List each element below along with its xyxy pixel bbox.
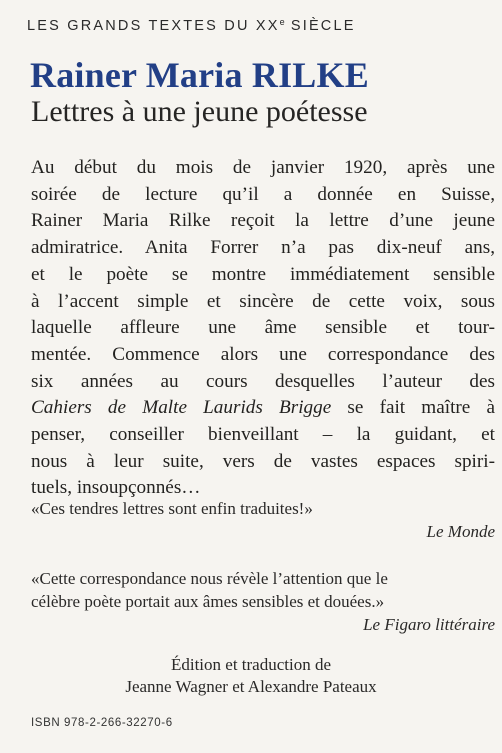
blurb-line: Rainer Maria Rilke reçoit la lettre d’une jeune (31, 210, 495, 232)
quote-source: Le Monde (426, 522, 495, 541)
series-superscript: e (279, 17, 285, 27)
series-end: SIÈCLE (284, 18, 356, 34)
blurb-line: et le poète se montre immédiatement sensible (31, 263, 495, 285)
press-quote-1 (31, 497, 495, 543)
blurb-line: penser, conseiller bienveillant – la guidant, et (31, 424, 495, 446)
blurb-line: mentée. Commence alors une correspondance des (31, 343, 495, 365)
blurb-line (31, 395, 495, 422)
quote-text: «Ces tendres lettres sont enfin traduites!» (31, 499, 313, 518)
credit-line: Édition et traduction de (170, 655, 332, 674)
series-heading (27, 17, 356, 34)
blurb-line-rest: se fait maître à (331, 397, 495, 419)
author-name: Rainer Maria RILKE (30, 55, 369, 95)
blurb-line: laquelle affleure une âme sensible et tour- (31, 317, 495, 339)
blurb (31, 155, 495, 502)
series-text: LES GRANDS TEXTES DU XX (27, 18, 280, 34)
blurb-line: admiratrice. Anita Forrer n’a pas dix-neuf ans, (31, 237, 495, 259)
isbn: ISBN 978-2-266-32270-6 (31, 717, 173, 729)
blurb-line: Au début du mois de janvier 1920, après une (31, 157, 495, 178)
press-quote-2 (31, 567, 495, 636)
credit-names: Jeanne Wagner et Alexandre Pateaux (125, 677, 377, 696)
quote-source: Le Figaro littéraire (363, 615, 495, 634)
blurb-line: tuels, insoupçonnés… (31, 477, 201, 499)
blurb-line: six années au cours desquelles l’auteur des (31, 370, 495, 392)
quote-text: «Cette correspondance nous révèle l’attention que le (31, 569, 388, 588)
book-reference: Cahiers de Malte Laurids Brigge (31, 397, 332, 419)
blurb-line: à l’accent simple et sincère de cette voix, sous (31, 290, 495, 312)
quote-text: célèbre poète portait aux âmes sensibles et douées.» (31, 592, 385, 611)
edition-credit (31, 654, 471, 698)
blurb-line: soirée de lecture qu’il a donnée en Suisse, (31, 183, 495, 205)
blurb-line: nous à leur suite, vers de vastes espaces spiri- (31, 450, 495, 472)
book-title: Lettres à une jeune poétesse (31, 95, 368, 128)
